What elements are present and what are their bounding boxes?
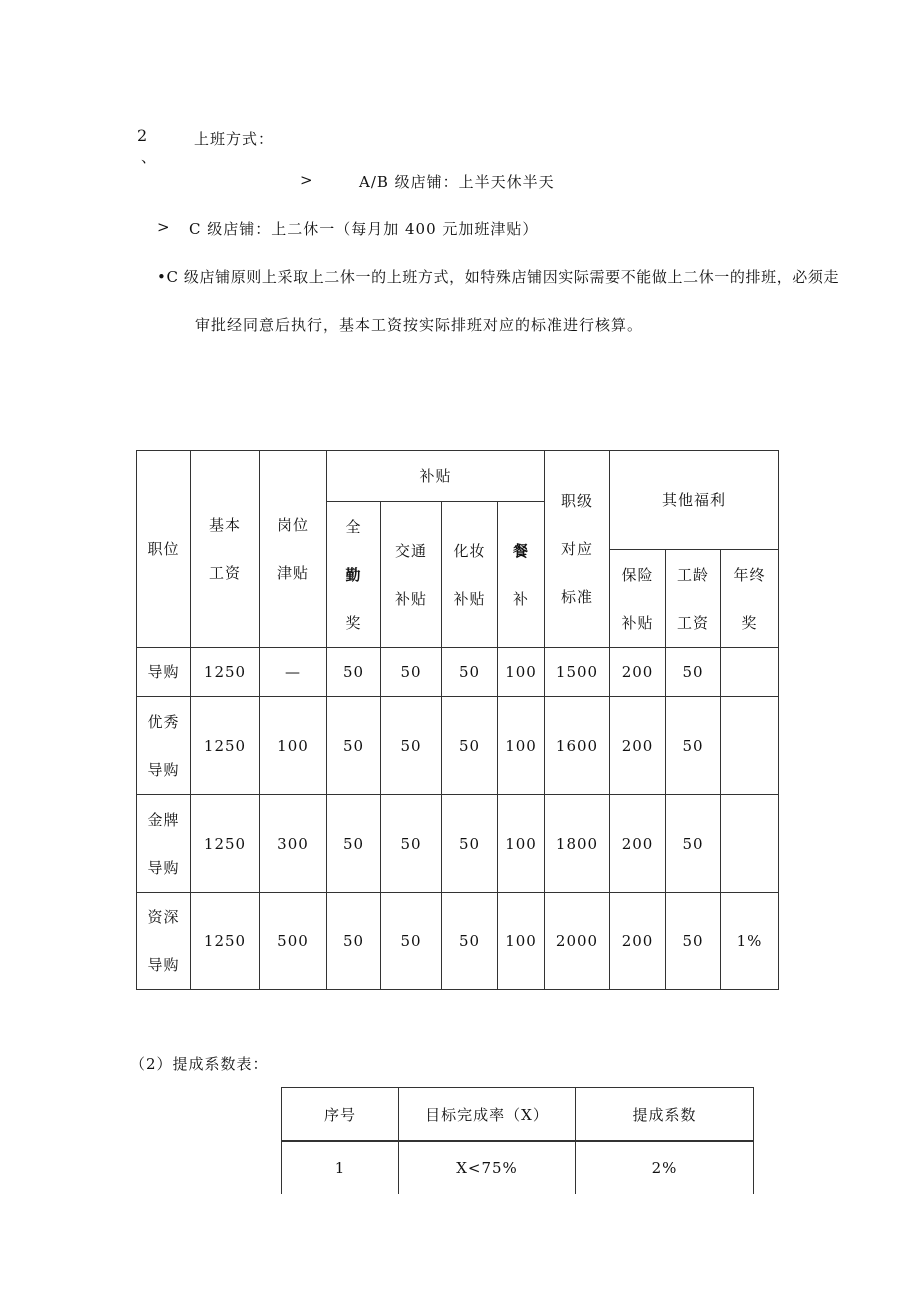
cell-meal: 100 (498, 648, 545, 697)
cell-level: 2000 (545, 893, 610, 990)
cell-attend: 50 (327, 893, 381, 990)
cell-insurance: 200 (610, 697, 666, 795)
table-row (137, 697, 779, 795)
header-coefficient: 提成系数 (576, 1088, 754, 1142)
cell-insurance: 200 (610, 648, 666, 697)
cell-level: 1500 (545, 648, 610, 697)
cell-position: 金牌 导购 (137, 795, 191, 893)
cell-transport: 50 (381, 893, 442, 990)
note-line-1: •C 级店铺原则上采取上二休一的上班方式，如特殊店铺因实际需要不能做上二休一的排班，必须走 (157, 268, 840, 286)
section-number: 2 (137, 126, 149, 145)
cell-meal: 100 (498, 697, 545, 795)
cell-seniority: 50 (666, 795, 721, 893)
cell-transport: 50 (381, 648, 442, 697)
cell-makeup: 50 (442, 648, 498, 697)
bullet-ab-shops: A/B 级店铺：上半天休半天 (359, 173, 555, 191)
cell-completion-rate: X<75% (399, 1141, 576, 1194)
cell-post: 300 (260, 795, 327, 893)
cell-post: 500 (260, 893, 327, 990)
header-other-benefits: 其他福利 (610, 451, 779, 550)
table-row (137, 795, 779, 893)
cell-makeup: 50 (442, 697, 498, 795)
cell-seniority: 50 (666, 697, 721, 795)
header-subsidy: 补贴 (327, 451, 545, 502)
bullet-marker-ab: > (300, 171, 314, 189)
cell-base: 1250 (191, 648, 260, 697)
cell-yearend (721, 648, 779, 697)
cell-level: 1800 (545, 795, 610, 893)
bullet-marker-c: > (157, 218, 171, 236)
salary-table (136, 450, 779, 990)
header-insurance: 保险 补贴 (610, 550, 666, 648)
cell-yearend: 1% (721, 893, 779, 990)
cell-post: 100 (260, 697, 327, 795)
cell-seniority: 50 (666, 893, 721, 990)
header-seniority: 工龄 工资 (666, 550, 721, 648)
header-transport: 交通 补贴 (381, 502, 442, 648)
cell-position: 导购 (137, 648, 191, 697)
cell-coefficient: 2% (576, 1141, 754, 1194)
cell-insurance: 200 (610, 893, 666, 990)
cell-level: 1600 (545, 697, 610, 795)
header-completion-rate: 目标完成率（X） (399, 1088, 576, 1142)
cell-base: 1250 (191, 795, 260, 893)
header-year-end: 年终 奖 (721, 550, 779, 648)
header-position: 职位 (137, 451, 191, 648)
cell-transport: 50 (381, 697, 442, 795)
table-row (137, 893, 779, 990)
cell-attend: 50 (327, 648, 381, 697)
header-base-salary: 基本 工资 (191, 451, 260, 648)
cell-yearend (721, 795, 779, 893)
cell-attend: 50 (327, 697, 381, 795)
cell-attend: 50 (327, 795, 381, 893)
bullet-c-shops: C 级店铺：上二休一（每月加 400 元加班津贴） (189, 220, 539, 238)
cell-position: 资深 导购 (137, 893, 191, 990)
cell-transport: 50 (381, 795, 442, 893)
header-meal: 餐 补 (498, 502, 545, 648)
cell-seniority: 50 (666, 648, 721, 697)
cell-serial: 1 (282, 1141, 399, 1194)
cell-base: 1250 (191, 697, 260, 795)
table-row (137, 648, 779, 697)
note-line-2: 审批经同意后执行，基本工资按实际排班对应的标准进行核算。 (195, 316, 644, 334)
cell-base: 1250 (191, 893, 260, 990)
section-heading: 上班方式： (194, 130, 275, 148)
commission-table (281, 1087, 754, 1194)
cell-yearend (721, 697, 779, 795)
header-post-allowance: 岗位 津贴 (260, 451, 327, 648)
cell-position: 优秀 导购 (137, 697, 191, 795)
section-mark: 、 (141, 148, 158, 166)
cell-makeup: 50 (442, 795, 498, 893)
cell-post: — (260, 648, 327, 697)
header-serial: 序号 (282, 1088, 399, 1142)
cell-meal: 100 (498, 893, 545, 990)
cell-meal: 100 (498, 795, 545, 893)
header-full-attendance: 全 勤 奖 (327, 502, 381, 648)
header-level-standard: 职级 对应 标准 (545, 451, 610, 648)
table-row (282, 1141, 754, 1194)
header-makeup: 化妆 补贴 (442, 502, 498, 648)
cell-makeup: 50 (442, 893, 498, 990)
cell-insurance: 200 (610, 795, 666, 893)
commission-title: （2）提成系数表： (130, 1055, 269, 1073)
